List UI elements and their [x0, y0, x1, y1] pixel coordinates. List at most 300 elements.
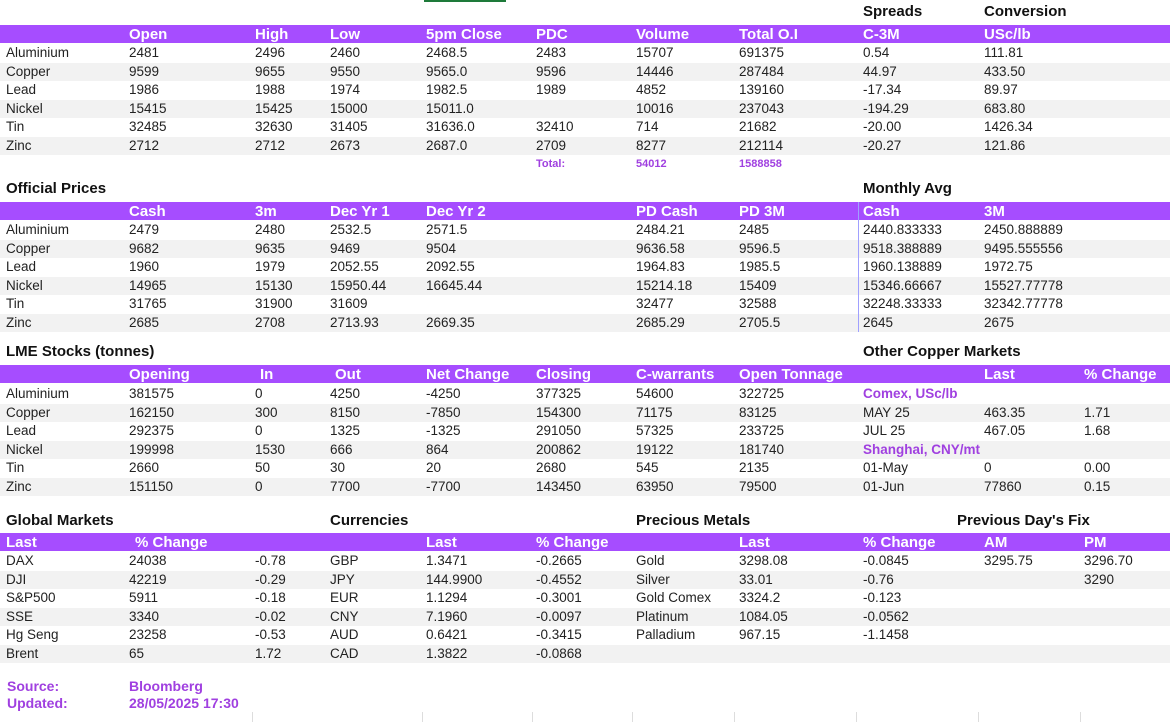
- table-cell[interactable]: 9565.0: [426, 63, 468, 79]
- column-header[interactable]: % Change: [863, 534, 936, 551]
- table-cell[interactable]: 381575: [129, 386, 175, 401]
- table-row: [0, 137, 1170, 155]
- table-cell[interactable]: 9655: [255, 63, 286, 79]
- table-cell[interactable]: 31405: [330, 119, 368, 134]
- column-gridline: [1080, 712, 1081, 722]
- metal-name[interactable]: Lead: [6, 82, 37, 97]
- table-cell[interactable]: 7.1960: [426, 608, 468, 624]
- column-header[interactable]: Dec Yr 1: [330, 203, 390, 220]
- table-cell[interactable]: -0.0845: [863, 553, 909, 568]
- table-cell[interactable]: 77860: [984, 478, 1022, 494]
- table-cell[interactable]: 54600: [636, 386, 674, 401]
- table-cell[interactable]: -0.53: [255, 627, 286, 642]
- table-cell[interactable]: 9599: [129, 63, 160, 79]
- column-gridline: [632, 712, 633, 722]
- column-header[interactable]: AM: [984, 534, 1008, 551]
- table-cell[interactable]: 1.3822: [426, 645, 468, 661]
- previous-fix-title: Previous Day's Fix: [957, 512, 1090, 529]
- index-name[interactable]: SSE: [6, 608, 34, 624]
- column-header[interactable]: PD Cash: [636, 203, 698, 220]
- table-cell[interactable]: 545: [636, 460, 659, 475]
- metal-name[interactable]: Nickel: [6, 277, 43, 293]
- table-cell[interactable]: 89.97: [984, 82, 1018, 97]
- table-cell[interactable]: -0.0097: [536, 608, 582, 624]
- metal-name[interactable]: Lead: [6, 259, 37, 274]
- table-cell[interactable]: 15415: [129, 100, 167, 116]
- column-header[interactable]: Closing: [536, 366, 591, 383]
- table-cell[interactable]: 467.05: [984, 423, 1026, 438]
- table-cell[interactable]: -0.02: [255, 608, 286, 624]
- table-cell[interactable]: 71175: [636, 404, 673, 420]
- table-cell[interactable]: 3296.70: [1084, 553, 1133, 568]
- column-header[interactable]: Open Tonnage: [739, 366, 843, 383]
- market-name[interactable]: MAY 25: [863, 404, 910, 420]
- table-row: [0, 44, 1170, 62]
- table-cell[interactable]: 10016: [636, 100, 674, 116]
- column-header[interactable]: PM: [1084, 534, 1107, 551]
- column-gridline: [252, 712, 253, 722]
- table-cell[interactable]: 9682: [129, 240, 160, 256]
- table-cell[interactable]: 1960: [129, 259, 160, 274]
- table-cell[interactable]: 1325: [330, 423, 361, 438]
- table-cell[interactable]: 8277: [636, 137, 667, 153]
- table-cell[interactable]: 2669.35: [426, 314, 475, 330]
- table-cell[interactable]: 864: [426, 441, 449, 457]
- table-cell[interactable]: 2685: [129, 314, 160, 330]
- table-cell[interactable]: 200862: [536, 441, 582, 457]
- metal-name[interactable]: Zinc: [6, 314, 32, 330]
- table-cell[interactable]: 151150: [129, 478, 174, 494]
- metal-name[interactable]: Copper: [6, 240, 51, 256]
- table-cell[interactable]: 0: [984, 460, 992, 475]
- table-cell[interactable]: -0.123: [863, 590, 902, 605]
- table-cell[interactable]: 2440.833333: [863, 222, 942, 237]
- table-cell[interactable]: 300: [255, 404, 278, 420]
- table-cell[interactable]: EUR: [330, 590, 359, 605]
- table-cell[interactable]: JPY: [330, 571, 355, 587]
- table-cell[interactable]: 15950.44: [330, 277, 387, 293]
- table-cell[interactable]: 199998: [129, 441, 175, 457]
- table-cell[interactable]: 233725: [739, 423, 785, 438]
- market-name[interactable]: 01-May: [863, 460, 909, 475]
- metal-name[interactable]: Nickel: [6, 100, 43, 116]
- column-header[interactable]: PD 3M: [739, 203, 785, 220]
- table-cell[interactable]: 1.72: [255, 645, 282, 661]
- table-cell[interactable]: 237043: [739, 100, 785, 116]
- table-cell[interactable]: 15214.18: [636, 277, 693, 293]
- column-header[interactable]: USc/lb: [984, 26, 1031, 43]
- table-cell[interactable]: 42219: [129, 571, 167, 587]
- table-cell[interactable]: 143450: [536, 478, 582, 494]
- table-cell[interactable]: -0.78: [255, 553, 286, 568]
- table-cell[interactable]: 3324.2: [739, 590, 781, 605]
- stocks-header-row: [0, 365, 1170, 383]
- table-cell[interactable]: 0.15: [1084, 478, 1111, 494]
- table-cell[interactable]: -7700: [426, 478, 461, 494]
- table-cell[interactable]: -20.00: [863, 119, 902, 134]
- metal-name[interactable]: Lead: [6, 423, 37, 438]
- table-cell[interactable]: -1325: [426, 423, 461, 438]
- table-cell[interactable]: 20: [426, 460, 442, 475]
- table-cell[interactable]: 2709: [536, 137, 567, 153]
- column-header[interactable]: % Change: [1084, 366, 1157, 383]
- table-cell[interactable]: 5911: [129, 590, 159, 605]
- metal-name[interactable]: Tin: [6, 460, 25, 475]
- table-row: [0, 277, 1170, 295]
- lme-stocks-title: LME Stocks (tonnes): [6, 343, 155, 360]
- table-cell[interactable]: 2468.5: [426, 45, 468, 60]
- table-cell[interactable]: 4250: [330, 386, 361, 401]
- updated-label: Updated:: [7, 695, 68, 711]
- table-cell[interactable]: 322725: [739, 386, 785, 401]
- index-name[interactable]: DJI: [6, 571, 27, 587]
- table-cell[interactable]: 3295.75: [984, 553, 1033, 568]
- index-name[interactable]: S&P500: [6, 590, 56, 605]
- table-cell[interactable]: -1.1458: [863, 627, 909, 642]
- table-row: [0, 626, 1170, 644]
- metal-name[interactable]: Copper: [6, 63, 51, 79]
- official-prices-title: Official Prices: [6, 180, 107, 197]
- table-cell[interactable]: 15000: [330, 100, 368, 116]
- table-cell[interactable]: -0.0562: [863, 608, 909, 624]
- column-header[interactable]: High: [255, 26, 289, 43]
- table-cell[interactable]: 0.54: [863, 45, 890, 60]
- table-cell[interactable]: 1426.34: [984, 119, 1033, 134]
- table-row: [0, 608, 1170, 626]
- column-header[interactable]: Net Change: [426, 366, 510, 383]
- table-cell[interactable]: 32485: [129, 119, 167, 134]
- market-subheader[interactable]: Shanghai, CNY/mt: [863, 441, 981, 457]
- column-header[interactable]: % Change: [135, 534, 208, 551]
- table-cell[interactable]: 44.97: [863, 63, 897, 79]
- market-name[interactable]: JUL 25: [863, 423, 906, 438]
- table-cell[interactable]: 21682: [739, 119, 777, 134]
- table-cell[interactable]: 2532.5: [330, 222, 372, 237]
- table-row: [0, 589, 1170, 607]
- table-row: [0, 221, 1170, 239]
- table-cell[interactable]: -0.4552: [536, 571, 582, 587]
- column-header[interactable]: % Change: [536, 534, 609, 551]
- table-cell[interactable]: 7700: [330, 478, 361, 494]
- table-cell[interactable]: 377325: [536, 386, 582, 401]
- column-header[interactable]: Open: [129, 26, 168, 43]
- column-gridline: [978, 712, 979, 722]
- table-row: [0, 258, 1170, 276]
- table-cell[interactable]: 1986: [129, 82, 160, 97]
- table-cell[interactable]: 1964.83: [636, 259, 685, 274]
- table-cell[interactable]: -194.29: [863, 100, 909, 116]
- table-cell[interactable]: 9636.58: [636, 240, 685, 256]
- table-cell[interactable]: 1985.5: [739, 259, 781, 274]
- table-cell[interactable]: 19122: [636, 441, 674, 457]
- column-header[interactable]: Total O.I: [739, 26, 798, 43]
- column-header[interactable]: In: [260, 366, 274, 383]
- table-cell[interactable]: Silver: [636, 571, 670, 587]
- total-volume[interactable]: 54012: [636, 158, 667, 170]
- table-cell[interactable]: 57325: [636, 423, 674, 438]
- table-cell[interactable]: 33.01: [739, 571, 773, 587]
- table-cell[interactable]: 15425: [255, 100, 293, 116]
- table-cell[interactable]: 2708: [255, 314, 286, 330]
- table-cell[interactable]: 9550: [330, 63, 361, 79]
- table-cell[interactable]: -7850: [426, 404, 461, 420]
- table-cell[interactable]: 23258: [129, 627, 167, 642]
- table-cell[interactable]: -17.34: [863, 82, 902, 97]
- table-cell[interactable]: 79500: [739, 478, 777, 494]
- table-row: [0, 645, 1170, 663]
- table-cell[interactable]: 2713.93: [330, 314, 379, 330]
- table-cell[interactable]: 0: [255, 478, 263, 494]
- table-cell[interactable]: 15409: [739, 277, 777, 293]
- table-cell[interactable]: 2685.29: [636, 314, 685, 330]
- table-cell[interactable]: 683.80: [984, 100, 1026, 116]
- table-cell[interactable]: 3298.08: [739, 553, 788, 568]
- table-cell[interactable]: 2450.888889: [984, 222, 1063, 237]
- table-cell[interactable]: 14965: [129, 277, 167, 293]
- table-row: [0, 81, 1170, 99]
- table-cell[interactable]: 212114: [739, 137, 784, 153]
- table-cell[interactable]: 2496: [255, 45, 286, 60]
- table-cell[interactable]: 2660: [129, 460, 160, 475]
- table-cell[interactable]: 32410: [536, 119, 574, 134]
- table-cell[interactable]: 15346.66667: [863, 277, 942, 293]
- total-label[interactable]: Total:: [536, 158, 566, 170]
- column-header[interactable]: Volume: [636, 26, 690, 43]
- market-subheader[interactable]: Comex, USc/lb: [863, 386, 958, 401]
- column-header[interactable]: C-3M: [863, 26, 900, 43]
- market-name[interactable]: 01-Jun: [863, 478, 905, 494]
- column-gridline: [734, 712, 735, 722]
- column-header[interactable]: 3M: [984, 203, 1005, 220]
- table-cell[interactable]: 154300: [536, 404, 582, 420]
- table-cell[interactable]: 2484.21: [636, 222, 685, 237]
- table-cell[interactable]: 9495.555556: [984, 240, 1063, 256]
- table-cell[interactable]: 50: [255, 460, 271, 475]
- metal-name[interactable]: Tin: [6, 296, 25, 311]
- total-oi[interactable]: 1588858: [739, 158, 782, 170]
- column-divider: [858, 202, 859, 332]
- table-cell[interactable]: CNY: [330, 608, 359, 624]
- table-cell[interactable]: CAD: [330, 645, 359, 661]
- table-cell[interactable]: 967.15: [739, 627, 781, 642]
- index-name[interactable]: DAX: [6, 553, 34, 568]
- column-header[interactable]: Out: [335, 366, 361, 383]
- table-cell[interactable]: 32630: [255, 119, 293, 134]
- column-header[interactable]: 3m: [255, 203, 277, 220]
- column-header[interactable]: Last: [426, 534, 457, 551]
- table-cell[interactable]: 1084.05: [739, 608, 788, 624]
- spreads-title: Spreads: [863, 3, 923, 20]
- table-cell[interactable]: 2673: [330, 137, 361, 153]
- table-cell[interactable]: 162150: [129, 404, 175, 420]
- column-header[interactable]: C-warrants: [636, 366, 715, 383]
- table-cell[interactable]: -0.3415: [536, 627, 582, 642]
- metal-name[interactable]: Tin: [6, 119, 25, 134]
- table-cell[interactable]: -0.3001: [536, 590, 582, 605]
- table-cell[interactable]: 2052.55: [330, 259, 379, 274]
- metal-name[interactable]: Aluminium: [6, 222, 70, 237]
- table-cell[interactable]: 666: [330, 441, 353, 457]
- metal-name[interactable]: Copper: [6, 404, 51, 420]
- table-cell[interactable]: 9635: [255, 240, 286, 256]
- table-cell[interactable]: -0.29: [255, 571, 286, 587]
- table-cell[interactable]: 1.3471: [426, 553, 468, 568]
- table-cell[interactable]: 31900: [255, 296, 293, 311]
- column-header[interactable]: Opening: [129, 366, 190, 383]
- table-row: [0, 314, 1170, 332]
- table-cell[interactable]: AUD: [330, 627, 359, 642]
- table-cell[interactable]: 4852: [636, 82, 667, 97]
- index-name[interactable]: Brent: [6, 645, 39, 661]
- table-cell[interactable]: 31636.0: [426, 119, 475, 134]
- table-cell[interactable]: 139160: [739, 82, 785, 97]
- table-cell[interactable]: 181740: [739, 441, 785, 457]
- index-name[interactable]: Hg Seng: [6, 627, 59, 642]
- table-cell[interactable]: 2479: [129, 222, 160, 237]
- table-cell[interactable]: 1974: [330, 82, 361, 97]
- table-cell[interactable]: 65: [129, 645, 145, 661]
- table-cell[interactable]: 32248.33333: [863, 296, 942, 311]
- table-cell[interactable]: 63950: [636, 478, 674, 494]
- column-header[interactable]: 5pm Close: [426, 26, 502, 43]
- table-cell[interactable]: 32342.77778: [984, 296, 1063, 311]
- metal-name[interactable]: Zinc: [6, 478, 32, 494]
- column-header[interactable]: Dec Yr 2: [426, 203, 486, 220]
- table-row: [0, 385, 1170, 403]
- selected-cell-indicator: [424, 0, 506, 2]
- column-header[interactable]: Cash: [129, 203, 166, 220]
- column-header[interactable]: Last: [739, 534, 770, 551]
- table-cell[interactable]: 2092.55: [426, 259, 475, 274]
- table-cell[interactable]: 9469: [330, 240, 361, 256]
- table-cell[interactable]: 16645.44: [426, 277, 483, 293]
- table-cell[interactable]: 31609: [330, 296, 368, 311]
- table-cell[interactable]: 24038: [129, 553, 167, 568]
- table-row: [0, 295, 1170, 313]
- table-cell[interactable]: Platinum: [636, 608, 689, 624]
- column-header[interactable]: Cash: [863, 203, 900, 220]
- table-cell[interactable]: -20.27: [863, 137, 902, 153]
- table-cell[interactable]: -0.18: [255, 590, 286, 605]
- other-copper-title: Other Copper Markets: [863, 343, 1021, 360]
- table-cell[interactable]: 2680: [536, 460, 567, 475]
- table-cell[interactable]: 2712: [129, 137, 160, 153]
- table-cell[interactable]: 2645: [863, 314, 894, 330]
- table-cell[interactable]: 1960.138889: [863, 259, 942, 274]
- table-cell[interactable]: 2485: [739, 222, 770, 237]
- table-cell[interactable]: 463.35: [984, 404, 1026, 420]
- metal-name[interactable]: Nickel: [6, 441, 43, 457]
- column-gridline: [422, 712, 423, 722]
- table-cell[interactable]: Palladium: [636, 627, 696, 642]
- table-cell[interactable]: 3290: [1084, 571, 1115, 587]
- table-cell[interactable]: 83125: [739, 404, 777, 420]
- table-cell[interactable]: 111.81: [984, 45, 1024, 60]
- table-cell[interactable]: 1.68: [1084, 423, 1111, 438]
- table-cell[interactable]: 0: [255, 386, 263, 401]
- table-cell[interactable]: 0.00: [1084, 460, 1111, 475]
- table-cell[interactable]: 9596.5: [739, 240, 781, 256]
- column-header[interactable]: Last: [984, 366, 1015, 383]
- table-row: [0, 459, 1170, 477]
- table-cell[interactable]: 2687.0: [426, 137, 468, 153]
- table-cell[interactable]: -0.2665: [536, 553, 582, 568]
- table-cell[interactable]: Gold Comex: [636, 590, 712, 605]
- table-cell[interactable]: 2675: [984, 314, 1015, 330]
- table-cell[interactable]: 8150: [330, 404, 361, 420]
- table-cell[interactable]: 1.1294: [426, 590, 468, 605]
- column-header[interactable]: Low: [330, 26, 360, 43]
- table-cell[interactable]: 433.50: [984, 63, 1026, 79]
- global-markets-title: Global Markets: [6, 512, 114, 529]
- table-cell[interactable]: 0.6421: [426, 627, 468, 642]
- table-cell[interactable]: 691375: [739, 45, 785, 60]
- table-cell[interactable]: 144.9900: [426, 571, 483, 587]
- table-cell[interactable]: -0.0868: [536, 645, 582, 661]
- metal-name[interactable]: Aluminium: [6, 386, 70, 401]
- table-cell[interactable]: 15130: [255, 277, 293, 293]
- table-cell[interactable]: 2481: [129, 45, 160, 60]
- table-cell[interactable]: 2460: [330, 45, 361, 60]
- table-cell[interactable]: 714: [636, 119, 659, 134]
- table-cell[interactable]: 9596: [536, 63, 567, 79]
- table-cell[interactable]: 0: [255, 423, 263, 438]
- table-cell[interactable]: 2483: [536, 45, 567, 60]
- table-cell[interactable]: 9504: [426, 240, 457, 256]
- table-row: [0, 571, 1170, 589]
- table-cell[interactable]: 31765: [129, 296, 167, 311]
- table-cell[interactable]: 1972.75: [984, 259, 1033, 274]
- table-cell[interactable]: 2712: [255, 137, 286, 153]
- table-cell[interactable]: 2571.5: [426, 222, 468, 237]
- table-cell[interactable]: -0.76: [863, 571, 894, 587]
- table-cell[interactable]: 1982.5: [426, 82, 468, 97]
- table-cell[interactable]: GBP: [330, 553, 359, 568]
- table-cell[interactable]: 3340: [129, 608, 160, 624]
- table-cell[interactable]: 2135: [739, 460, 770, 475]
- table-cell[interactable]: 1988: [255, 82, 286, 97]
- metal-name[interactable]: Aluminium: [6, 45, 70, 60]
- table-cell[interactable]: 291050: [536, 423, 582, 438]
- table-cell[interactable]: 1979: [255, 259, 286, 274]
- table-row: [0, 100, 1170, 118]
- column-header[interactable]: Last: [6, 534, 37, 551]
- table-cell[interactable]: 15527.77778: [984, 277, 1063, 293]
- table-cell[interactable]: 15011.0: [426, 100, 474, 116]
- table-cell[interactable]: 32588: [739, 296, 777, 311]
- metal-name[interactable]: Zinc: [6, 137, 32, 153]
- table-cell[interactable]: 287484: [739, 63, 785, 79]
- table-cell[interactable]: 30: [330, 460, 346, 475]
- table-cell[interactable]: 2705.5: [739, 314, 781, 330]
- table-cell[interactable]: Gold: [636, 553, 665, 568]
- table-cell[interactable]: 15707: [636, 45, 674, 60]
- table-cell[interactable]: 14446: [636, 63, 674, 79]
- table-cell[interactable]: -4250: [426, 386, 461, 401]
- official-header-row: [0, 202, 1170, 220]
- table-cell[interactable]: 1989: [536, 82, 567, 97]
- table-row: [0, 552, 1170, 570]
- table-cell[interactable]: 292375: [129, 423, 175, 438]
- table-cell[interactable]: 32477: [636, 296, 674, 311]
- table-cell[interactable]: 1530: [255, 441, 286, 457]
- table-cell[interactable]: 121.86: [984, 137, 1026, 153]
- table-row: [0, 478, 1170, 496]
- table-cell[interactable]: 1.71: [1084, 404, 1111, 420]
- table-cell[interactable]: 2480: [255, 222, 286, 237]
- column-header[interactable]: PDC: [536, 26, 568, 43]
- table-cell[interactable]: 9518.388889: [863, 240, 942, 256]
